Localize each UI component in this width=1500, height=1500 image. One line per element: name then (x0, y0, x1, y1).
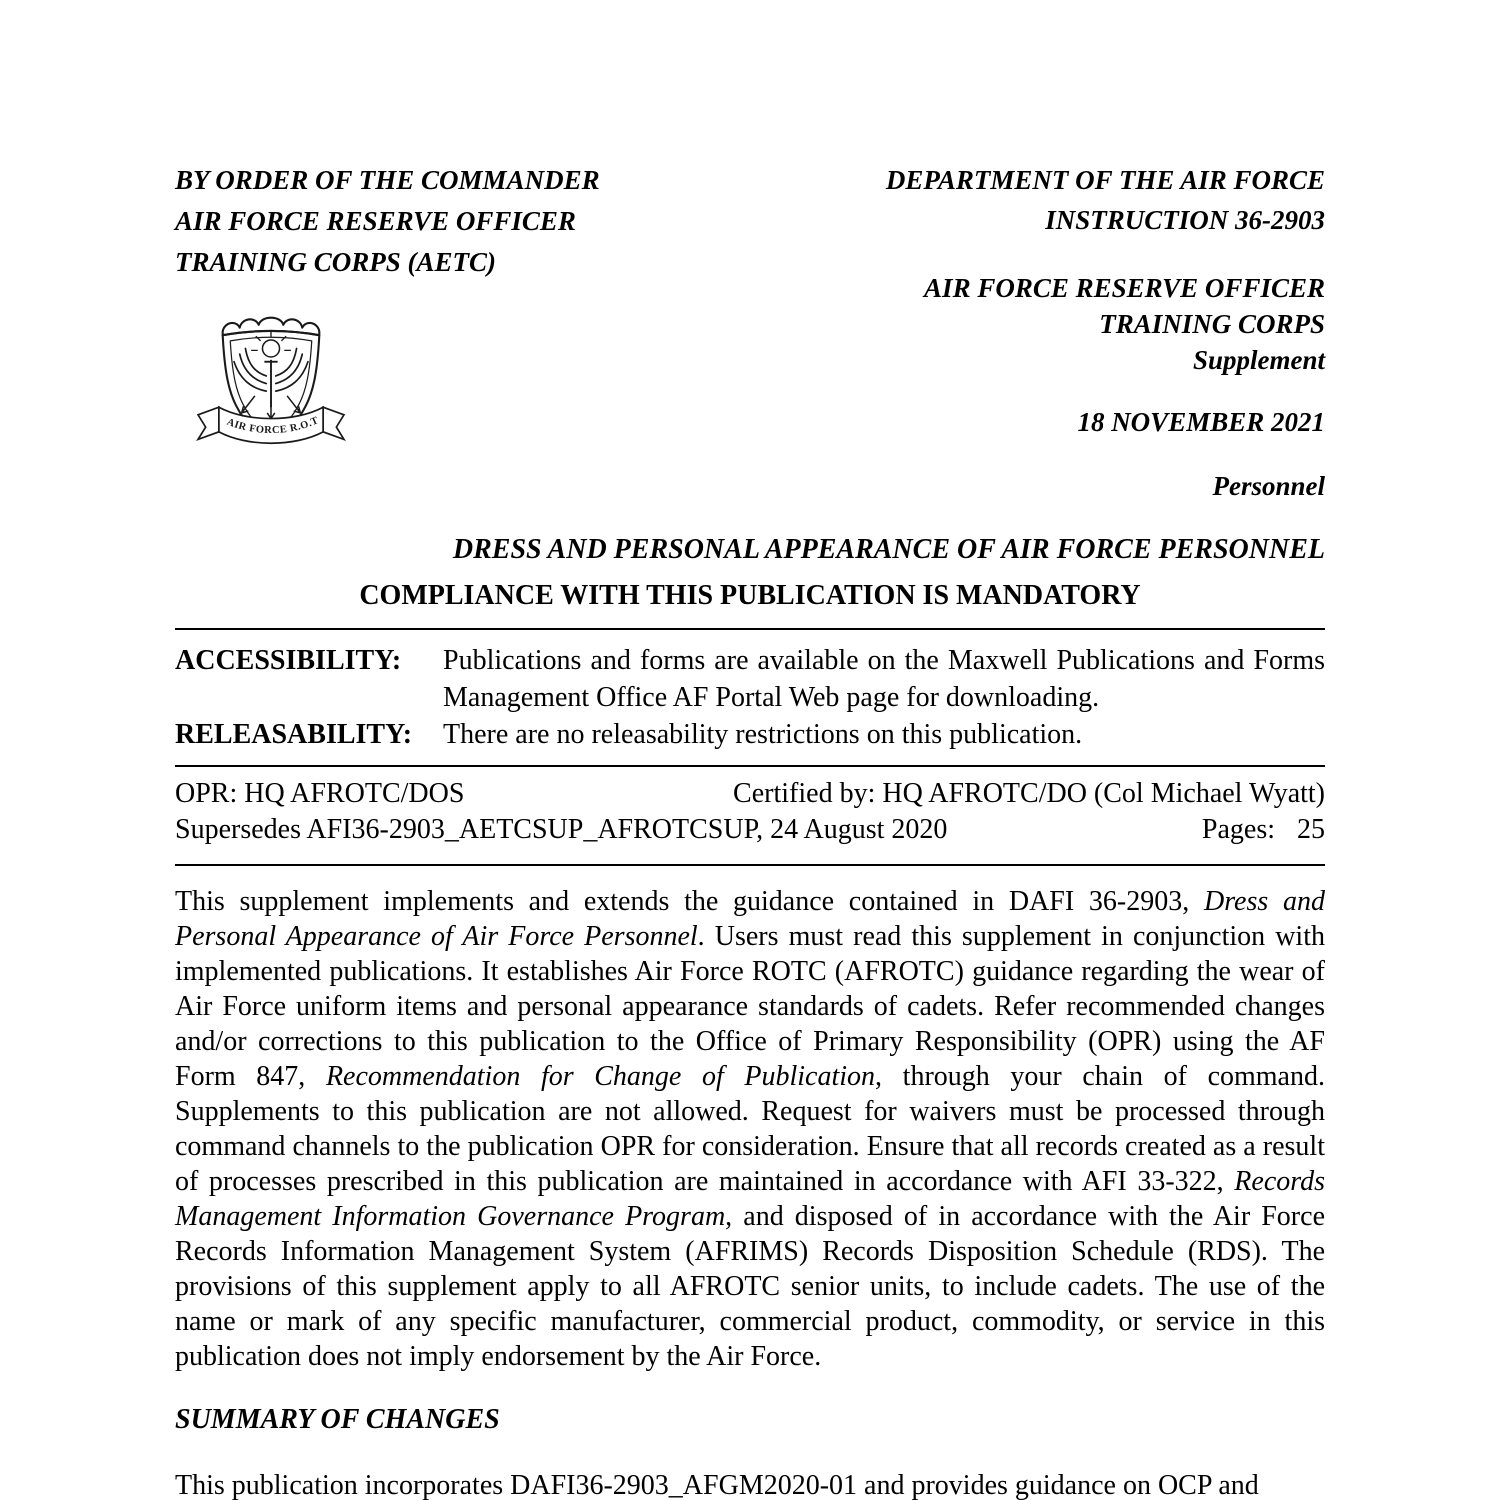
accessibility-label: ACCESSIBILITY: (175, 645, 402, 676)
instruction-number: INSTRUCTION 36-2903 (1045, 205, 1325, 235)
accessibility-block (175, 642, 1325, 753)
org-line-2: TRAINING CORPS (1099, 309, 1325, 339)
releasability-label: RELEASABILITY: (175, 719, 413, 750)
divider-rule-3 (175, 864, 1325, 866)
department-line: DEPARTMENT OF THE AIR FORCE (885, 165, 1325, 195)
supersedes-value: Supersedes AFI36-2903_AETCSUP_AFROTCSUP, 24 August 2020 (175, 814, 948, 845)
document-content (175, 0, 1325, 1500)
org-line-1: AIR FORCE RESERVE OFFICER (924, 273, 1325, 303)
issuing-authority-block (175, 160, 735, 506)
by-order-line-3: TRAINING CORPS (AETC) (175, 247, 497, 277)
supplement-label: Supplement (1192, 345, 1325, 375)
intro-seg-4-italic: Recommendation for Change of Publication (325, 1061, 876, 1092)
opr-row (175, 776, 1325, 812)
opr-value: OPR: HQ AFROTC/DOS (175, 778, 465, 809)
publication-date: 18 NOVEMBER 2021 (1077, 407, 1325, 437)
torch (251, 330, 291, 407)
emblem-banner-text: AIR FORCE R.O.T (225, 415, 320, 437)
pages-label: Pages: (1201, 814, 1275, 845)
intro-seg-3: . Users must read this supplement in conjunction with implemented publications. It establishes Air Force ROTC (AFROTC) guidance regarding the wear of Air Force uniform items and personal appearance standards of cadets. Refer recommended changes and/or corrections to this publication to the Office of Primary Responsibility (OPR) using the AF Form 847, (175, 921, 1325, 1092)
afrotc-emblem (181, 301, 361, 472)
intro-paragraph (175, 884, 1325, 1374)
summary-of-changes-heading: SUMMARY OF CHANGES (175, 1404, 500, 1435)
supersedes-row (175, 812, 1325, 848)
afrotc-emblem-svg (181, 301, 361, 467)
divider-rule-1 (175, 628, 1325, 630)
series-label: Personnel (1212, 471, 1325, 501)
admin-block (175, 776, 1325, 852)
pages-value: 25 (1297, 814, 1325, 845)
publication-id-block (735, 160, 1325, 506)
intro-seg-5: , through your chain of command. Supplements to this publication are not allowed. Request for waivers must be processed through command channels to the publication OPR for consideration. Ensure that all records created as a result of processes prescribed in this publication are maintained in accordance with AFI 33-322, (175, 1061, 1325, 1197)
pages-field (1202, 812, 1325, 848)
intro-seg-1: This supplement implements and extends the guidance contained in DAFI 36-2903, (175, 886, 1204, 917)
intro-seg-7: , and disposed of in accordance with the Air Force Records Information Management System (AFRIMS) Records Disposition Schedule (RDS). The provisions of this supplement apply to all AFROTC senior units, to include cadets. The use of the name or mark of any specific manufacturer, commercial product, commodity, or service in this publication does not imply endorsement by the Air Force. (175, 1201, 1325, 1372)
summary-paragraph: This publication incorporates DAFI36-2903_AFGM2020-01 and provides guidance on OCP and (175, 1470, 1259, 1500)
divider-rule-2 (175, 765, 1325, 767)
document-header (175, 160, 1325, 506)
compliance-statement: COMPLIANCE WITH THIS PUBLICATION IS MANDATORY (359, 580, 1141, 611)
certified-by-value: Certified by: HQ AFROTC/DO (Col Michael Wyatt) (733, 778, 1325, 809)
releasability-text: There are no releasability restrictions on this publication. (443, 719, 1083, 750)
intro-seg-2-italic: Dress and Personal Appearance of Air Force Personnel (175, 886, 1325, 952)
intro-seg-6-italic: Records Management Information Governance Program (175, 1166, 1325, 1232)
publication-subject: DRESS AND PERSONAL APPEARANCE OF AIR FORCE PERSONNEL (452, 534, 1325, 565)
by-order-line-2: AIR FORCE RESERVE OFFICER (175, 206, 576, 236)
accessibility-text: Publications and forms are available on the Maxwell Publications and Forms Management Office AF Portal Web page for downloading. (443, 645, 1325, 713)
by-order-line-1: BY ORDER OF THE COMMANDER (175, 165, 600, 195)
